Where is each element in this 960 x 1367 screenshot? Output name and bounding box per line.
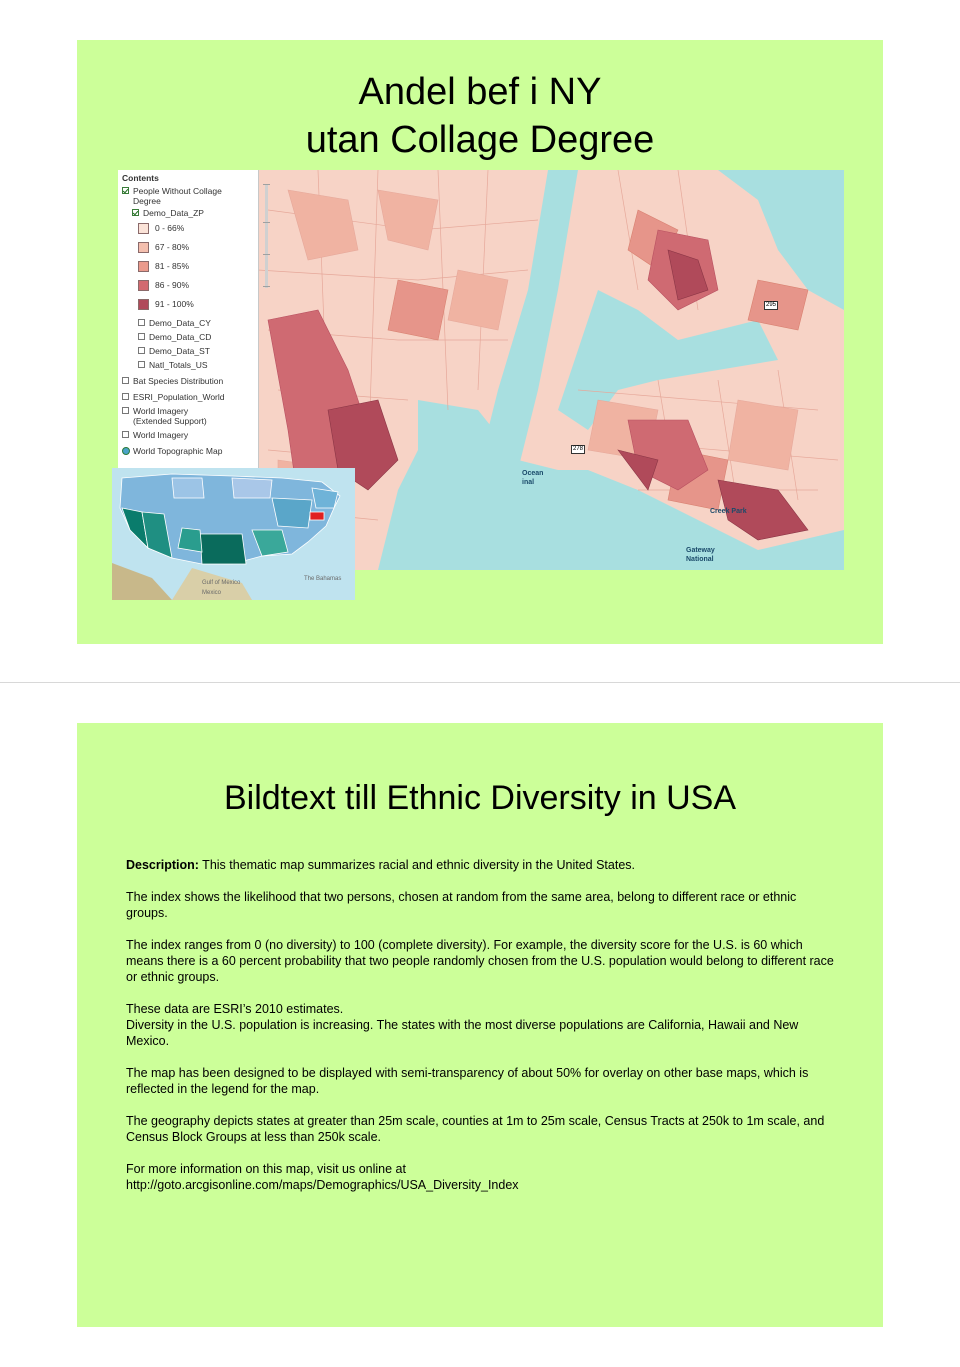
map-label-gateway: Gateway	[686, 547, 715, 554]
sublayer-checkbox[interactable]	[132, 209, 139, 216]
caption-body	[126, 857, 841, 1209]
title-line-1: Andel bef i NY	[358, 71, 602, 113]
geography-paragraph: The geography depicts states at greater than 25m scale, counties at 1m to 25m scale, Census Tracts at 250k to 1m scale, and Census Block Groups at less than 250k scale.	[126, 1114, 825, 1144]
page-separator	[0, 682, 960, 683]
layer-label: People Without Collage Degree	[133, 186, 222, 206]
increasing-line: Diversity in the U.S. population is increasing. The states with the most diverse populations are California, Hawaii and New Mexico.	[126, 1018, 799, 1048]
highway-shield-278: 278	[573, 446, 584, 452]
map-label-national: National	[686, 556, 714, 563]
description-paragraph	[126, 857, 841, 873]
zoom-tick	[263, 286, 270, 287]
legend-swatch	[138, 299, 149, 310]
legend-swatch	[138, 280, 149, 291]
description-text: This thematic map summarizes racial and ethnic diversity in the United States.	[198, 858, 636, 872]
layer-checkbox[interactable]	[138, 333, 145, 340]
zoom-tick	[263, 222, 270, 223]
inset-label-gulf: Gulf of Mexico	[202, 580, 241, 586]
description-label: Description:	[126, 858, 199, 872]
sublayer-label: Demo_Data_ZP	[143, 208, 204, 218]
layer-label: World Topographic Map	[133, 446, 223, 456]
zoom-tick	[263, 184, 270, 185]
layer-checkbox[interactable]	[122, 407, 129, 414]
globe-icon	[122, 447, 130, 455]
layer-checkbox[interactable]	[122, 187, 129, 194]
legend-swatch	[138, 242, 149, 253]
us-inset-map	[112, 468, 355, 600]
map-label-creek-park: Creek Park	[710, 508, 747, 515]
more-info-paragraph	[126, 1161, 841, 1193]
layer-checkbox[interactable]	[122, 393, 129, 400]
more-info-line: For more information on this map, visit us online at	[126, 1162, 406, 1176]
layer-label: Natl_Totals_US	[149, 360, 208, 370]
inset-label-mexico: Mexico	[202, 590, 222, 596]
legend-label: 91 - 100%	[155, 299, 194, 309]
map-label-ocean: Ocean	[522, 470, 544, 477]
index-paragraph: The index shows the likelihood that two persons, chosen at random from the same area, belong to different race or ethnic groups.	[126, 890, 797, 920]
legend-label: 0 - 66%	[155, 223, 185, 233]
layer-label: Demo_Data_CY	[149, 318, 211, 328]
inset-label-bahamas: The Bahamas	[304, 576, 342, 582]
legend-label: 81 - 85%	[155, 261, 190, 271]
highway-shield-295: 295	[766, 302, 777, 308]
more-info-link[interactable]: http://goto.arcgisonline.com/maps/Demographics/USA_Diversity_Index	[126, 1178, 519, 1192]
layer-label: World Imagery (Extended Support)	[133, 406, 207, 426]
legend-label: 67 - 80%	[155, 242, 190, 252]
legend-swatch	[138, 261, 149, 272]
slide-ny-map	[77, 40, 883, 644]
layer-checkbox[interactable]	[138, 361, 145, 368]
map-label-ocean-2: inal	[522, 479, 535, 486]
layer-label: World Imagery	[133, 430, 189, 440]
legend-swatch	[138, 223, 149, 234]
zoom-track[interactable]	[265, 184, 268, 288]
range-paragraph: The index ranges from 0 (no diversity) to 100 (complete diversity). For example, the diversity score for the U.S. is 60 which means there is a 60 percent probability that two people randomly chosen from the U.S. population would belong to different race or ethnic groups.	[126, 938, 834, 984]
estimates-paragraph	[126, 1001, 841, 1049]
zoom-tick	[263, 254, 270, 255]
layer-checkbox[interactable]	[138, 347, 145, 354]
legend-label: 86 - 90%	[155, 280, 190, 290]
zoom-slider[interactable]	[262, 176, 271, 296]
layer-checkbox[interactable]	[122, 431, 129, 438]
layer-label: Demo_Data_CD	[149, 332, 212, 342]
layer-label: Demo_Data_ST	[149, 346, 210, 356]
layer-label: Bat Species Distribution	[133, 376, 224, 386]
layer-label: ESRI_Population_World	[133, 392, 225, 402]
transparency-paragraph: The map has been designed to be displayed with semi-transparency of about 50% for overlay on other base maps, which is reflected in the legend for the map.	[126, 1066, 809, 1096]
contents-panel	[118, 170, 259, 468]
estimates-line: These data are ESRI’s 2010 estimates.	[126, 1002, 344, 1016]
title-line-2: utan Collage Degree	[305, 119, 655, 161]
slide-diversity-caption	[77, 723, 883, 1327]
slide-title	[77, 68, 883, 164]
layer-checkbox[interactable]	[138, 319, 145, 326]
slide-title: Bildtext till Ethnic Diversity in USA	[223, 779, 737, 817]
layer-checkbox[interactable]	[122, 377, 129, 384]
contents-title: Contents	[122, 173, 159, 183]
ny-choropleth-map[interactable]	[118, 170, 844, 596]
